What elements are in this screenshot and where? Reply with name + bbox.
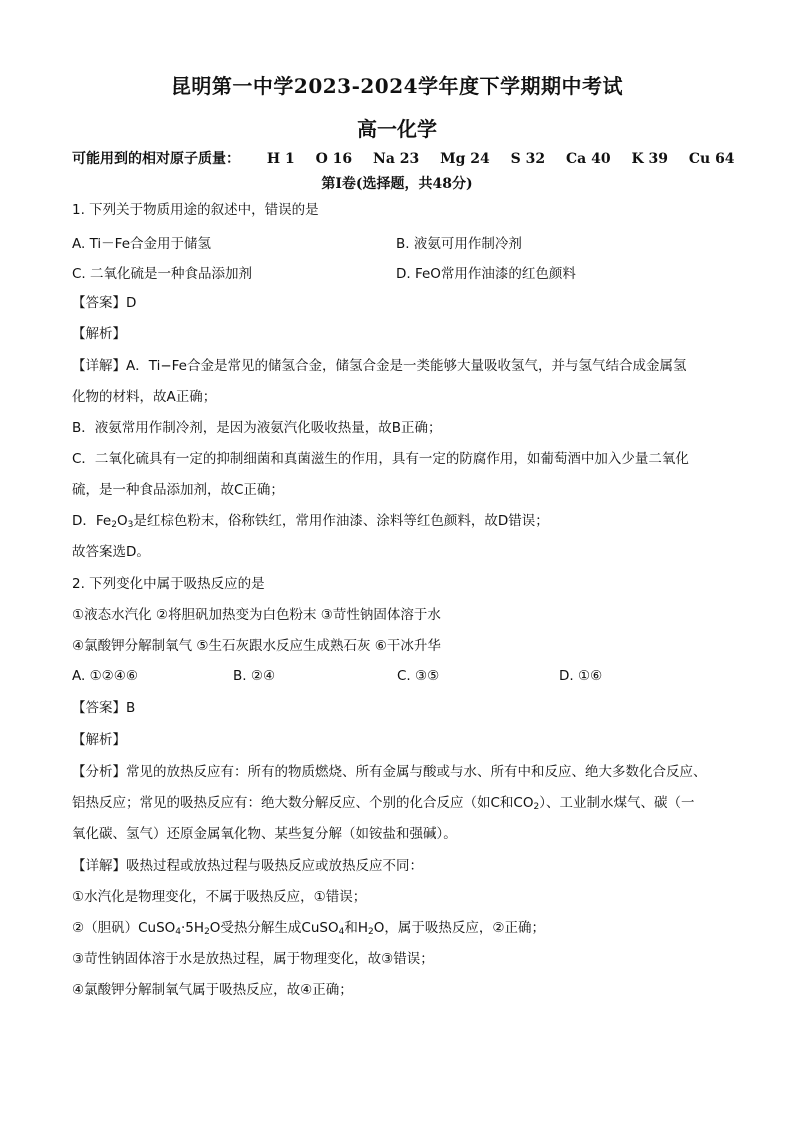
q1-analysis-label: 【解析】 <box>72 326 126 342</box>
q2-analysis-line: 氧化碳、氢气）还原金属氧化物、某些复分解（如铵盐和强碱）。 <box>72 826 457 842</box>
atomic-mass-item: Cu 64 <box>688 151 735 167</box>
q2-analysis-line <box>72 794 694 812</box>
q1-answer: 【答案】D <box>72 295 137 311</box>
exam-title: 昆明第一中学2023-2024学年度下学期期中考试 <box>170 74 624 98</box>
q2-detail-line: ①水汽化是物理变化，不属于吸热反应，①错误； <box>72 889 367 905</box>
q2-detail-text: ·5H <box>181 920 205 936</box>
q2-option-a: A. ①②④⑥ <box>72 668 138 684</box>
q2-detail-line: ③苛性钠固体溶于水是放热过程，属于物理变化，故③错误； <box>72 951 434 967</box>
formula-subscript: 2 <box>111 520 117 530</box>
q1-detail-line: 硫，是一种食品添加剂，故C正确； <box>72 482 284 498</box>
atomic-mass-item: Na 23 <box>373 151 420 167</box>
q1-conclusion: 故答案选D。 <box>72 544 150 560</box>
q1-detail-prefix: D． <box>72 513 96 529</box>
atomic-masses-label: 可能用到的相对原子质量： <box>72 151 240 167</box>
q1-option-b: B. 液氨可用作制冷剂 <box>396 236 522 252</box>
q2-answer: 【答案】B <box>72 700 136 716</box>
q1-detail-suffix: 是红棕色粉末，俗称铁红，常用作油漆、涂料等红色颜料，故D错误； <box>133 513 549 529</box>
q2-detail-text: O受热分解生成CuSO <box>209 920 339 936</box>
q1-detail-line: 化物的材料，故A正确； <box>72 389 217 405</box>
q1-stem: 1. 下列关于物质用途的叙述中，错误的是 <box>72 202 319 218</box>
q2-option-b: B. ②④ <box>233 668 276 684</box>
exam-subtitle: 高一化学 <box>357 117 437 141</box>
formula-subscript: 4 <box>338 927 345 937</box>
q2-detail-text: ②（胆矾）CuSO <box>72 920 176 936</box>
q1-option-c: C. 二氧化硫是一种食品添加剂 <box>72 266 253 282</box>
q2-analysis-text: ）、工业制水煤气、碳（一 <box>539 795 695 811</box>
formula-subscript: 4 <box>175 927 182 937</box>
q2-option-d: D. ①⑥ <box>559 668 603 684</box>
atomic-mass-item: Ca 40 <box>566 151 611 167</box>
atomic-mass-item: Mg 24 <box>440 151 490 167</box>
atomic-mass-item: H 1 <box>266 151 295 167</box>
q2-detail-text: 和H <box>344 920 368 936</box>
q2-analysis-label: 【解析】 <box>72 732 126 748</box>
q1-detail-line: C．二氧化硫具有一定的抑制细菌和真菌滋生的作用，具有一定的防腐作用，如葡萄酒中加入少量二氧化 <box>72 451 689 467</box>
atomic-mass-item: O 16 <box>315 151 353 167</box>
q2-detail-line: 【详解】吸热过程或放热过程与吸热反应或放热反应不同： <box>72 858 423 874</box>
q2-detail-text: O，属于吸热反应，②正确； <box>373 920 545 936</box>
section-title: 第I卷(选择题，共48分) <box>321 176 473 192</box>
q2-analysis-line: 【分析】常见的放热反应有：所有的物质燃烧、所有金属与酸或与水、所有中和反应、绝大多数化合反应、 <box>72 764 707 780</box>
formula-o: O <box>116 513 128 529</box>
q1-option-a: A. Ti－Fe合金用于储氢 <box>72 236 211 252</box>
q1-detail-line: B．液氨常用作制冷剂，是因为液氨汽化吸收热量，故B正确； <box>72 420 442 436</box>
formula-subscript: 2 <box>533 802 540 812</box>
q2-detail-line: ④氯酸钾分解制氧气属于吸热反应，故④正确； <box>72 982 353 998</box>
atomic-mass-item: K 39 <box>631 151 668 167</box>
q1-detail-line: 【详解】A．Ti−Fe合金是常见的储氢合金，储氢合金是一类能够大量吸收氢气，并与氢气结合成金属氢 <box>72 358 687 374</box>
formula-subscript: 2 <box>204 927 210 937</box>
q2-stem: 2. 下列变化中属于吸热反应的是 <box>72 576 265 592</box>
atomic-mass-item: S 32 <box>510 151 546 167</box>
q2-option-c: C. ③⑤ <box>397 668 440 684</box>
formula-subscript: 3 <box>127 520 134 530</box>
q1-option-d: D. FeO常用作油漆的红色颜料 <box>396 266 576 282</box>
formula-fe: Fe <box>95 513 112 529</box>
q2-analysis-text: 铝热反应；常见的吸热反应有：绝大数分解反应、个别的化合反应（如C和CO <box>72 795 534 811</box>
formula-subscript: 2 <box>368 927 374 937</box>
q1-detail-line-fe2o3 <box>72 512 549 530</box>
atomic-masses-line <box>72 148 735 168</box>
q2-detail-line <box>72 919 545 937</box>
q2-items-line: ①液态水汽化 ②将胆矾加热变为白色粉末 ③苛性钠固体溶于水 <box>72 607 441 623</box>
q2-items-line: ④氯酸钾分解制氧气 ⑤生石灰跟水反应生成熟石灰 ⑥干冰升华 <box>72 638 441 654</box>
